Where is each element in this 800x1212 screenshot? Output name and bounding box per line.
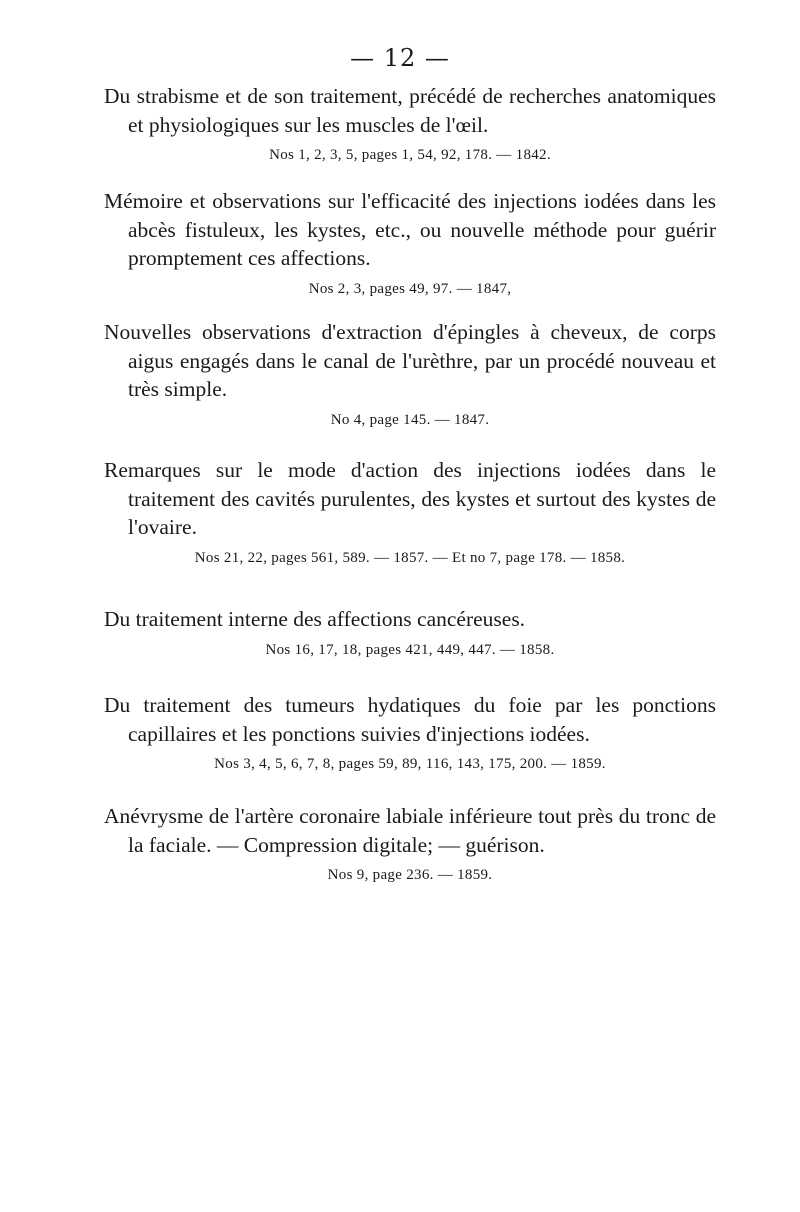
bibliography-entry [104,82,716,165]
entry-reference: Nos 3, 4, 5, 6, 7, 8, pages 59, 89, 116, 143, 175, 200. — 1859. [214,756,606,772]
entry-title: Nouvelles observations d'extraction d'épingles à cheveux, de corps aigus engagés dans le canal de l'urèthre, par un procédé nouveau et très simple. [104,320,716,401]
bibliography-entry [104,802,716,885]
entry-reference: Nos 2, 3, pages 49, 97. — 1847, [308,280,512,297]
bibliography-entry [104,318,716,430]
entry-title: Du strabisme et de son traitement, précédé de recherches anatomiques et physiologiques sur les muscles de l'œil. [104,84,716,137]
page-number: — 12 — [350,44,450,72]
entry-reference: Nos 21, 22, pages 561, 589. — 1857. — Et no 7, page 178. — 1858. [194,549,626,566]
entry-reference: Nos 9, page 236. — 1859. [327,867,493,883]
entry-reference: Nos 16, 17, 18, pages 421, 449, 447. — 1858. [265,641,555,658]
bibliography-entry [104,456,716,568]
bibliography-entry [104,605,716,660]
entry-reference: Nos 1, 2, 3, 5, pages 1, 54, 92, 178. — 1842. [269,147,551,163]
entry-title: Mémoire et observations sur l'efficacité des injections iodées dans les abcès fistuleux, les kystes, etc., ou nouvelle méthode pour guérir promptement ces affections. [104,189,716,270]
entry-title: Du traitement des tumeurs hydatiques du foie par les ponctions capillaires et les ponctions suivies d'injections iodées. [104,693,716,746]
bibliography-entry [104,187,716,299]
entry-title: Anévrysme de l'artère coronaire labiale inférieure tout près du tronc de la faciale. — Compression digitale; — guérison. [104,804,716,857]
bibliography-entry [104,691,716,774]
entry-reference: No 4, page 145. — 1847. [330,411,490,428]
entry-title: Du traitement interne des affections cancéreuses. [104,607,526,631]
entry-title: Remarques sur le mode d'action des injections iodées dans le traitement des cavités purulentes, des kystes et surtout des kystes de l'ovaire. [104,458,716,539]
